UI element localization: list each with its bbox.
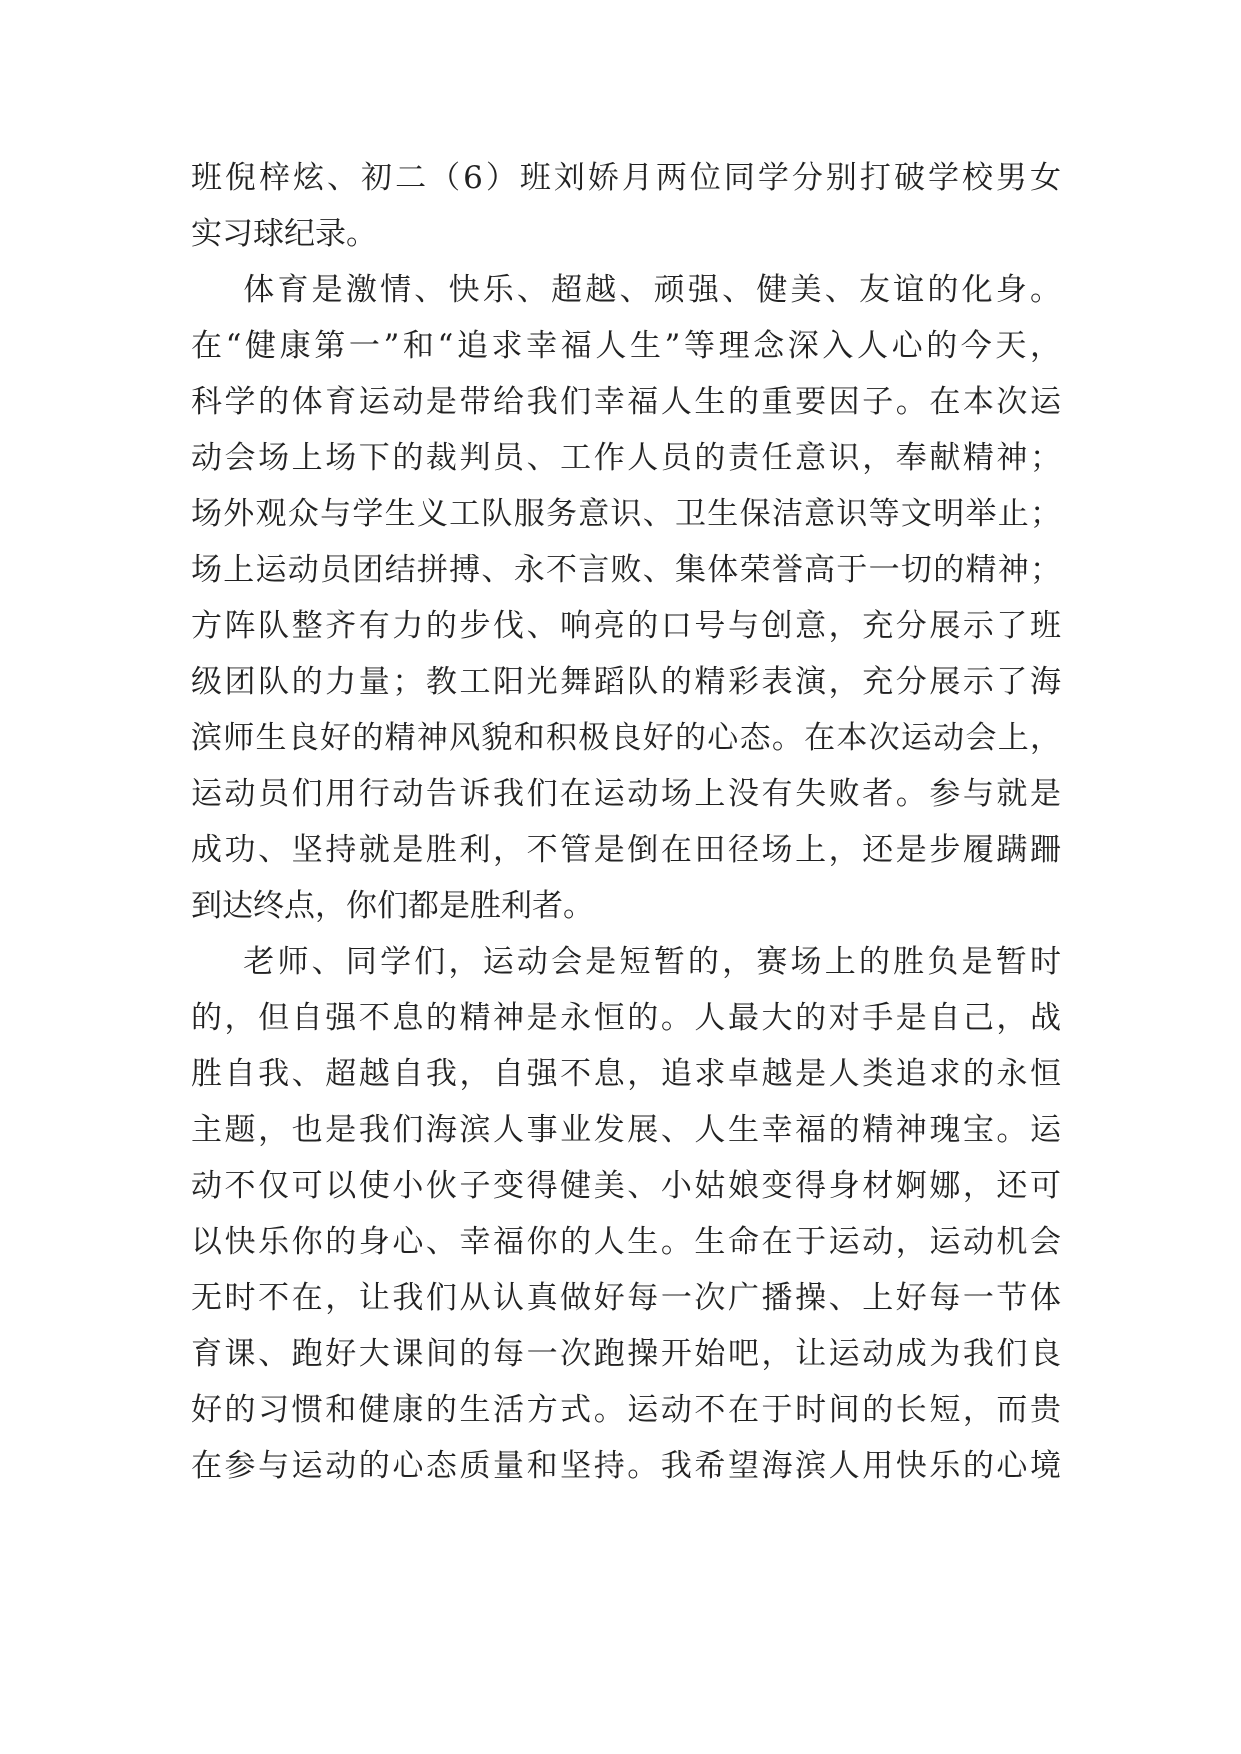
paragraph-2 xyxy=(191,262,1061,934)
text-line: 实习球纪录。 xyxy=(191,216,377,252)
text-line: 以快乐你的身心、幸福你的人生。生命在于运动，运动机会 xyxy=(191,1224,1061,1260)
text-line: 无时不在，让我们从认真做好每一次广播操、上好每一节体 xyxy=(191,1280,1061,1316)
text-line: 动不仅可以使小伙子变得健美、小姑娘变得身材婀娜，还可 xyxy=(191,1168,1061,1204)
text-line: 动会场上场下的裁判员、工作人员的责任意识，奉献精神； xyxy=(191,440,1061,476)
text-line: 体育是激情、快乐、超越、顽强、健美、友谊的化身。 xyxy=(191,272,1061,308)
text-line: 班倪梓炫、初二（6）班刘娇月两位同学分别打破学校男女 xyxy=(191,160,1061,196)
text-line: 好的习惯和健康的生活方式。运动不在于时间的长短，而贵 xyxy=(191,1392,1061,1428)
body-text xyxy=(191,150,1061,1494)
text-line: 育课、跑好大课间的每一次跑操开始吧，让运动成为我们良 xyxy=(191,1336,1061,1372)
text-line: 老师、同学们，运动会是短暂的，赛场上的胜负是暂时 xyxy=(191,944,1061,980)
text-line: 滨师生良好的精神风貌和积极良好的心态。在本次运动会上， xyxy=(191,720,1061,756)
text-line: 级团队的力量；教工阳光舞蹈队的精彩表演，充分展示了海 xyxy=(191,664,1061,700)
text-line: 科学的体育运动是带给我们幸福人生的重要因子。在本次运 xyxy=(191,384,1061,420)
text-line: 场外观众与学生义工队服务意识、卫生保洁意识等文明举止； xyxy=(191,496,1061,532)
text-line: 方阵队整齐有力的步伐、响亮的口号与创意，充分展示了班 xyxy=(191,608,1061,644)
text-line: 到达终点，你们都是胜利者。 xyxy=(191,888,594,924)
text-line: 的，但自强不息的精神是永恒的。人最大的对手是自己，战 xyxy=(191,1000,1061,1036)
text-line: 主题，也是我们海滨人事业发展、人生幸福的精神瑰宝。运 xyxy=(191,1112,1061,1148)
paragraph-3 xyxy=(191,934,1061,1494)
text-line: 场上运动员团结拼搏、永不言败、集体荣誉高于一切的精神； xyxy=(191,552,1061,588)
text-line: 成功、坚持就是胜利，不管是倒在田径场上，还是步履蹒跚 xyxy=(191,832,1061,868)
text-line: 在参与运动的心态质量和坚持。我希望海滨人用快乐的心境 xyxy=(191,1448,1061,1484)
text-line: 运动员们用行动告诉我们在运动场上没有失败者。参与就是 xyxy=(191,776,1061,812)
text-line: 胜自我、超越自我，自强不息，追求卓越是人类追求的永恒 xyxy=(191,1056,1061,1092)
paragraph-1 xyxy=(191,150,1061,262)
text-line: 在“健康第一”和“追求幸福人生”等理念深入人心的今天， xyxy=(191,328,1061,364)
